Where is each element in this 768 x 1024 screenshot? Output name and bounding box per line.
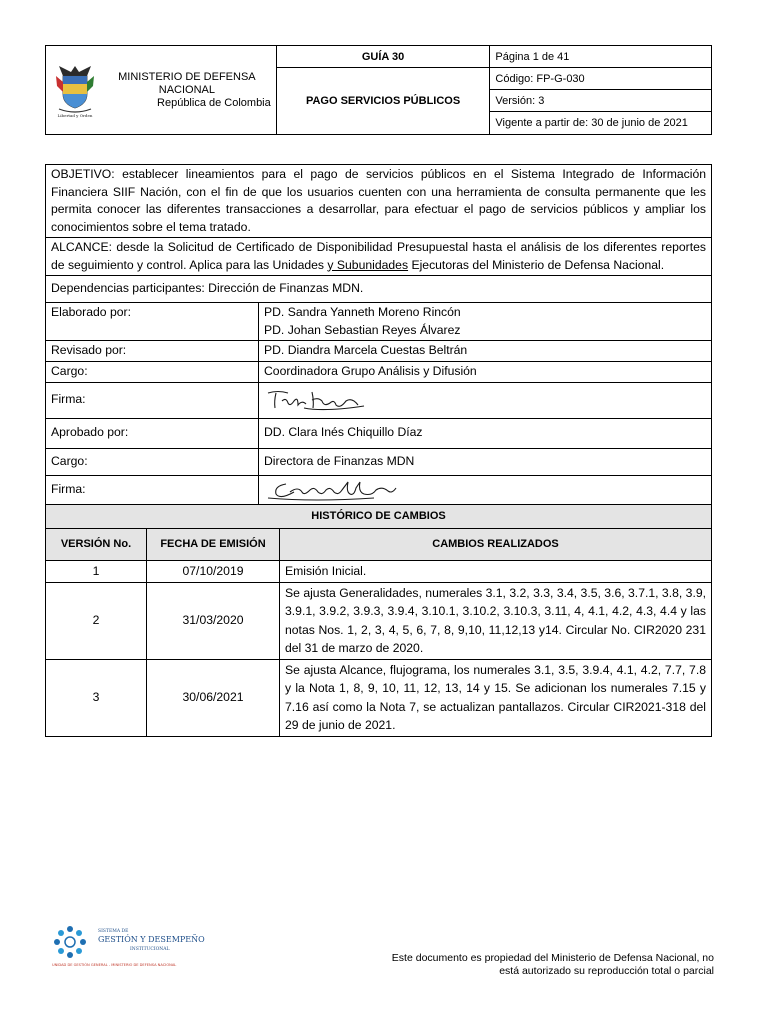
logo-text-4: UNIDAD DE GESTIÓN GENERAL - MINISTERIO DE DEFENSA NACIONAL [52, 963, 177, 967]
history-title: HISTÓRICO DE CAMBIOS [46, 505, 712, 529]
signature-1-image [264, 387, 374, 413]
row-date: 30/06/2021 [147, 659, 280, 736]
dependencies-text: Dependencias participantes: Dirección de Finanzas MDN. [46, 276, 712, 303]
document-version: Versión: 3 [490, 90, 712, 112]
table-row [46, 561, 712, 583]
approved-by-value: DD. Clara Inés Chiquillo Díaz [259, 418, 712, 448]
colombia-coat-of-arms-icon [53, 62, 97, 118]
row-version: 2 [46, 582, 147, 659]
row-version: 3 [46, 659, 147, 736]
scope-part-1: ALCANCE: desde la Solicitud de Certificado de Disponibilidad Presupuestal hasta el análisis de los diferentes reportes de seguimiento y control. Aplica para las Unidades [51, 240, 706, 272]
scope-text [46, 238, 712, 276]
scope-part-2: Ejecutoras del Ministerio de Defensa Nacional. [408, 257, 665, 272]
approved-by-label: Aprobado por: [46, 418, 259, 448]
ownership-notice: Este documento es propiedad del Ministerio de Defensa Nacional, no está autorizado su reproducción total o parcial [391, 952, 714, 977]
reviewed-by-value: PD. Diandra Marcela Cuestas Beltrán [259, 341, 712, 362]
prepared-by-label: Elaborado por: [46, 303, 259, 341]
row-date: 07/10/2019 [147, 561, 280, 583]
row-version: 1 [46, 561, 147, 583]
signature-label-2: Firma: [46, 475, 259, 504]
page-number: Página 1 de 41 [490, 46, 712, 68]
signature-2-image [264, 477, 404, 503]
document-code: Código: FP-G-030 [490, 68, 712, 90]
col-changes-header: CAMBIOS REALIZADOS [280, 529, 712, 561]
logo-text-1: SISTEMA DE [98, 929, 129, 934]
signature-cell-2 [259, 475, 712, 504]
row-changes: Se ajusta Alcance, flujograma, los numerales 3.1, 3.5, 3.9.4, 4.1, 4.2, 7.7, 7.8 y la Nota 1, 8, 9, 10, 11, 12, 13, 14 y 15. Se adicionan los numerales 7.15 y 7.16 así como la Nota 7, se actualizan pantallazos. Circular CIR2021-318 del 29 de junio de 2021. [280, 659, 712, 736]
change-history-table [45, 504, 712, 737]
document-info-table [45, 164, 712, 505]
col-date-header: FECHA DE EMISIÓN [147, 529, 280, 561]
row-changes: Emisión Inicial. [280, 561, 712, 583]
row-date: 31/03/2020 [147, 582, 280, 659]
scope-underlined: y Subunidades [327, 257, 409, 272]
signature-label-1: Firma: [46, 382, 259, 418]
row-changes: Se ajusta Generalidades, numerales 3.1, 3.2, 3.3, 3.4, 3.5, 3.6, 3.7.1, 3.8, 3.9, 3.9.1, 3.9.2, 3.9.3, 3.9.4, 3.10.1, 3.10.2, 3.10.3, 3.11, 4, 4.1, 4.2, 4.3, 4.4 y las notas Nos. 1, 2, 3, 4, 5, 6, 7, 8, 9,10, 11,12,13 y14. Circular No. CIR2020 231 del 31 de marzo de 2020. [280, 582, 712, 659]
document-title: PAGO SERVICIOS PÚBLICOS [276, 68, 490, 135]
table-row [46, 582, 712, 659]
ministry-name: MINISTERIO DE DEFENSA NACIONAL [118, 70, 256, 96]
signature-cell-1 [259, 382, 712, 418]
valid-from: Vigente a partir de: 30 de junio de 2021 [490, 112, 712, 135]
reviewed-by-label: Revisado por: [46, 341, 259, 362]
logo-text-3: INSTITUCIONAL [130, 947, 170, 952]
objective-text: OBJETIVO: establecer lineamientos para el pago de servicios públicos en el Sistema Integrado de Información Financiera SIIF Nación, con el fin de que los usuarios cuenten con una herramienta de consulta permanente que les permita conocer las diferentes transacciones a desarrollar, para efectuar el pago de servicios públicos y ampliar los conocimientos sobre el tema tratado. [46, 165, 712, 238]
prepared-by-name-1: PD. Sandra Yanneth Moreno Rincón [264, 305, 461, 319]
position-value-1: Coordinadora Grupo Análisis y Difusión [259, 361, 712, 382]
country-name: República de Colombia [157, 96, 271, 109]
col-version-header: VERSIÓN No. [46, 529, 147, 561]
guide-label: GUÍA 30 [276, 46, 490, 68]
logo-text-2: GESTIÓN Y DESEMPEÑO [98, 935, 205, 944]
management-system-logo-icon [50, 920, 205, 980]
prepared-by-value [259, 303, 712, 341]
svg-text:Libertad y Orden: Libertad y Orden [57, 113, 93, 118]
ministry-logo-cell [46, 46, 277, 135]
document-header-table [45, 45, 712, 135]
position-value-2: Directora de Finanzas MDN [259, 448, 712, 475]
position-label-1: Cargo: [46, 361, 259, 382]
table-row [46, 659, 712, 736]
position-label-2: Cargo: [46, 448, 259, 475]
prepared-by-name-2: PD. Johan Sebastian Reyes Álvarez [264, 322, 461, 337]
